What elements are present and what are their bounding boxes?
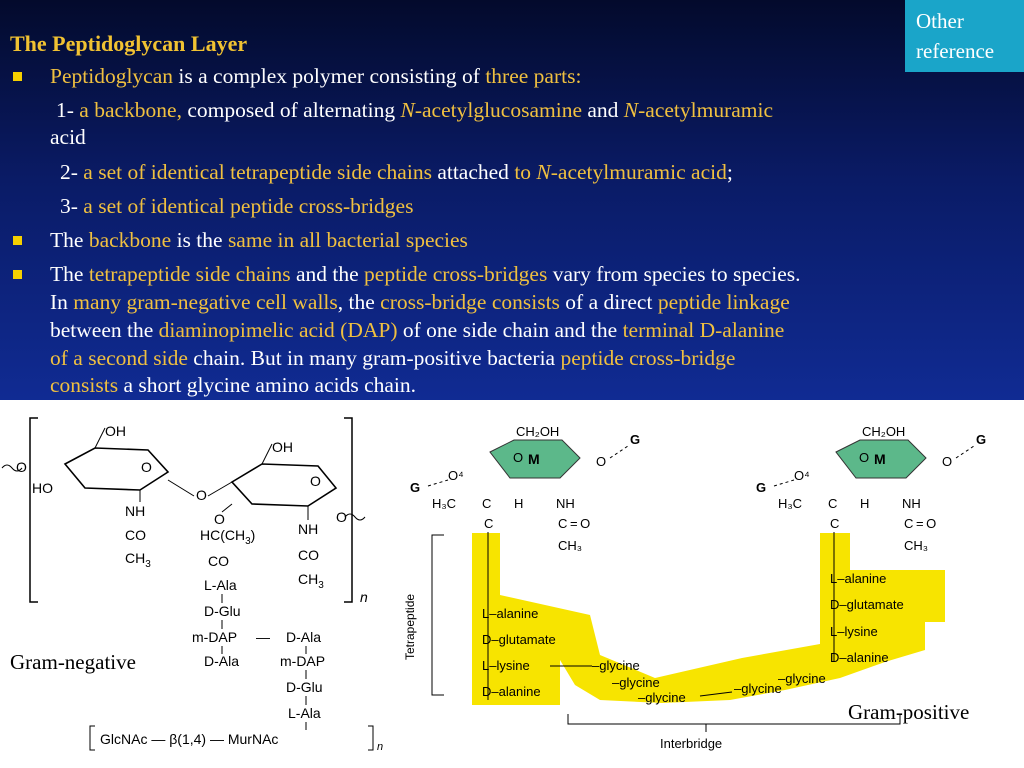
term-cross-bridges: a set of identical peptide cross-bridges bbox=[83, 194, 414, 218]
residue-d-glutamate: D–glutamate bbox=[830, 597, 904, 612]
label-o: O bbox=[596, 454, 607, 469]
part-1 bbox=[56, 97, 773, 124]
term-acetylglucosamine: -acetylglucosamine bbox=[414, 98, 582, 122]
label-glycosidic-o: O bbox=[196, 487, 207, 503]
term: diaminopimelic acid (DAP) bbox=[158, 318, 398, 342]
label-ch2oh: CH₂OH bbox=[516, 424, 560, 439]
text: between the bbox=[50, 318, 159, 342]
cross-link: — bbox=[256, 629, 270, 645]
label-ch3: $CH_3$ bbox=[298, 571, 324, 591]
text: vary from species to species. bbox=[547, 262, 801, 286]
label-oh: OH bbox=[272, 439, 293, 455]
bullet-3-line-1 bbox=[50, 261, 800, 288]
label-oh: OH bbox=[105, 423, 126, 439]
part-1-cont bbox=[50, 124, 86, 151]
repeat-n: n bbox=[360, 589, 368, 605]
residue-d-glu: D-Glu bbox=[286, 679, 323, 695]
term: terminal D-alanine bbox=[622, 318, 785, 342]
label-co: C = O bbox=[558, 516, 591, 531]
label-h3c: H₃C bbox=[778, 496, 803, 511]
term-n: N bbox=[400, 98, 415, 122]
bullet-icon bbox=[13, 270, 22, 279]
label-ring-oxygen: O bbox=[310, 473, 321, 489]
residue-d-ala: D-Ala bbox=[204, 653, 240, 669]
residue-d-alanine: D–alanine bbox=[830, 650, 889, 665]
label-o: O bbox=[336, 509, 347, 525]
label-ring-oxygen: O bbox=[141, 459, 152, 475]
term-n: N bbox=[536, 160, 551, 184]
part-2 bbox=[60, 159, 733, 186]
bullet-icon bbox=[13, 72, 22, 81]
label-o4: O⁴ bbox=[794, 468, 810, 483]
label-m: M bbox=[528, 451, 540, 467]
repeat-n: n bbox=[377, 741, 384, 753]
text: chain. But in many gram-positive bacteria bbox=[187, 346, 561, 370]
text: of one side chain and the bbox=[397, 318, 623, 342]
label-h: H bbox=[860, 496, 870, 511]
term: of a second side bbox=[50, 346, 188, 370]
text: is the bbox=[171, 228, 228, 252]
gram-positive-caption: Gram-positive bbox=[848, 700, 970, 724]
term: many gram-negative cell walls bbox=[73, 290, 338, 314]
text: composed of alternating bbox=[181, 98, 401, 122]
text: 2- bbox=[60, 160, 84, 184]
residue-l-alanine: L–alanine bbox=[482, 606, 539, 621]
residue-d-glutamate: D–glutamate bbox=[482, 632, 556, 647]
text: is a complex polymer consisting of bbox=[173, 64, 486, 88]
text: In bbox=[50, 290, 74, 314]
tetrapeptide-label: Tetrapeptide bbox=[403, 593, 417, 660]
term-acetylmuramic-acid: -acetylmuramic acid bbox=[550, 160, 727, 184]
label-co: CO bbox=[298, 547, 319, 563]
label-nh: NH bbox=[902, 496, 921, 511]
residue-d-ala: D-Ala bbox=[286, 629, 322, 645]
text: The bbox=[50, 228, 89, 252]
residue-l-ala: L-Ala bbox=[288, 705, 321, 721]
label-ch3: CH₃ bbox=[558, 538, 583, 553]
bullet-3-line-3 bbox=[50, 317, 784, 344]
bullet-3-line-4 bbox=[50, 345, 735, 372]
residue-l-lysine: L–lysine bbox=[482, 658, 530, 673]
diagram-panel bbox=[0, 400, 1024, 768]
text: a short glycine amino acids chain. bbox=[118, 373, 417, 397]
label-c: C bbox=[482, 496, 492, 511]
label-g: G bbox=[976, 432, 987, 447]
label-ch2oh: CH₂OH bbox=[862, 424, 906, 439]
residue-l-alanine: L–alanine bbox=[830, 571, 887, 586]
text: acid bbox=[50, 125, 86, 149]
term-to: to bbox=[514, 160, 537, 184]
label-o: O bbox=[16, 459, 27, 475]
residue-d-glu: D-Glu bbox=[204, 603, 241, 619]
label-nh: NH bbox=[125, 503, 146, 519]
residue-glycine: –glycine bbox=[734, 681, 782, 696]
residue-l-ala: L-Ala bbox=[204, 577, 237, 593]
term: consists bbox=[50, 373, 119, 397]
part-3 bbox=[60, 193, 413, 220]
label-h: H bbox=[514, 496, 524, 511]
label-hc-ch3: $HC(CH_3)$ bbox=[200, 527, 256, 547]
term-backbone: backbone bbox=[88, 228, 172, 252]
term: peptide linkage bbox=[657, 290, 790, 314]
label-nh: NH bbox=[298, 521, 319, 537]
text: attached bbox=[431, 160, 515, 184]
label-co: CO bbox=[125, 527, 146, 543]
text: and the bbox=[290, 262, 365, 286]
bullet-1 bbox=[50, 63, 581, 90]
label-ring-oxygen: O bbox=[513, 450, 524, 465]
label-c: C bbox=[828, 496, 838, 511]
text: ; bbox=[726, 160, 733, 184]
backbone-repeat-label: GlcNAc — β(1,4) — MurNAc bbox=[100, 731, 279, 747]
label-nh: NH bbox=[556, 496, 575, 511]
residue-l-lysine: L–lysine bbox=[830, 624, 878, 639]
term: peptide cross-bridges bbox=[364, 262, 548, 286]
term-peptidoglycan: Peptidoglycan bbox=[50, 64, 174, 88]
text: 3- bbox=[60, 194, 84, 218]
term-same-all-species: same in all bacterial species bbox=[227, 228, 468, 252]
residue-glycine: –glycine bbox=[592, 658, 640, 673]
label-ring-oxygen: O bbox=[859, 450, 870, 465]
bullet-icon bbox=[13, 236, 22, 245]
label-ho: HO bbox=[32, 480, 53, 496]
gram-negative-structure bbox=[0, 400, 400, 768]
label-g: G bbox=[756, 480, 767, 495]
bullet-3-line-5 bbox=[50, 372, 416, 399]
term: peptide cross-bridge bbox=[560, 346, 736, 370]
label-h3c: H₃C bbox=[432, 496, 457, 511]
term: tetrapeptide side chains bbox=[88, 262, 291, 286]
term-tetrapeptide: a set of identical tetrapeptide side chains bbox=[83, 160, 432, 184]
slide-title: The Peptidoglycan Layer bbox=[10, 31, 248, 56]
label-co: C = O bbox=[904, 516, 937, 531]
bullet-3-line-2 bbox=[50, 289, 790, 316]
gram-negative-caption: Gram-negative bbox=[10, 650, 136, 674]
residue-d-alanine: D–alanine bbox=[482, 684, 541, 699]
term-backbone: a backbone, bbox=[79, 98, 182, 122]
label-c: C bbox=[484, 516, 494, 531]
label-co: CO bbox=[208, 553, 229, 569]
label-ch3: CH₃ bbox=[904, 538, 929, 553]
label-c: C bbox=[830, 516, 840, 531]
text: The bbox=[50, 262, 89, 286]
term-three-parts: three parts: bbox=[485, 64, 582, 88]
label-g: G bbox=[410, 480, 421, 495]
text: 1- bbox=[56, 98, 80, 122]
label-g: G bbox=[630, 432, 641, 447]
label-o: O bbox=[942, 454, 953, 469]
other-reference-line1: Other bbox=[916, 9, 964, 33]
interbridge-label: Interbridge bbox=[660, 736, 723, 751]
text: , the bbox=[337, 290, 381, 314]
label-ch3: $CH_3$ bbox=[125, 550, 151, 570]
text: of a direct bbox=[559, 290, 658, 314]
text: and bbox=[582, 98, 624, 122]
residue-m-dap: m-DAP bbox=[192, 629, 238, 645]
other-reference-line2: reference bbox=[916, 39, 995, 63]
other-reference-link[interactable] bbox=[905, 0, 1024, 72]
residue-glycine: –glycine bbox=[612, 675, 660, 690]
label-o4: O⁴ bbox=[448, 468, 464, 483]
residue-glycine: –glycine bbox=[638, 690, 686, 705]
residue-m-dap: m-DAP bbox=[280, 653, 326, 669]
term-n: N bbox=[623, 98, 639, 122]
label-m: M bbox=[874, 451, 886, 467]
term: cross-bridge consists bbox=[380, 290, 560, 314]
residue-glycine: –glycine bbox=[778, 671, 826, 686]
label-o: O bbox=[214, 511, 225, 527]
bullet-2 bbox=[50, 227, 468, 254]
term-acetylmuramic: -acetylmuramic bbox=[638, 98, 774, 122]
